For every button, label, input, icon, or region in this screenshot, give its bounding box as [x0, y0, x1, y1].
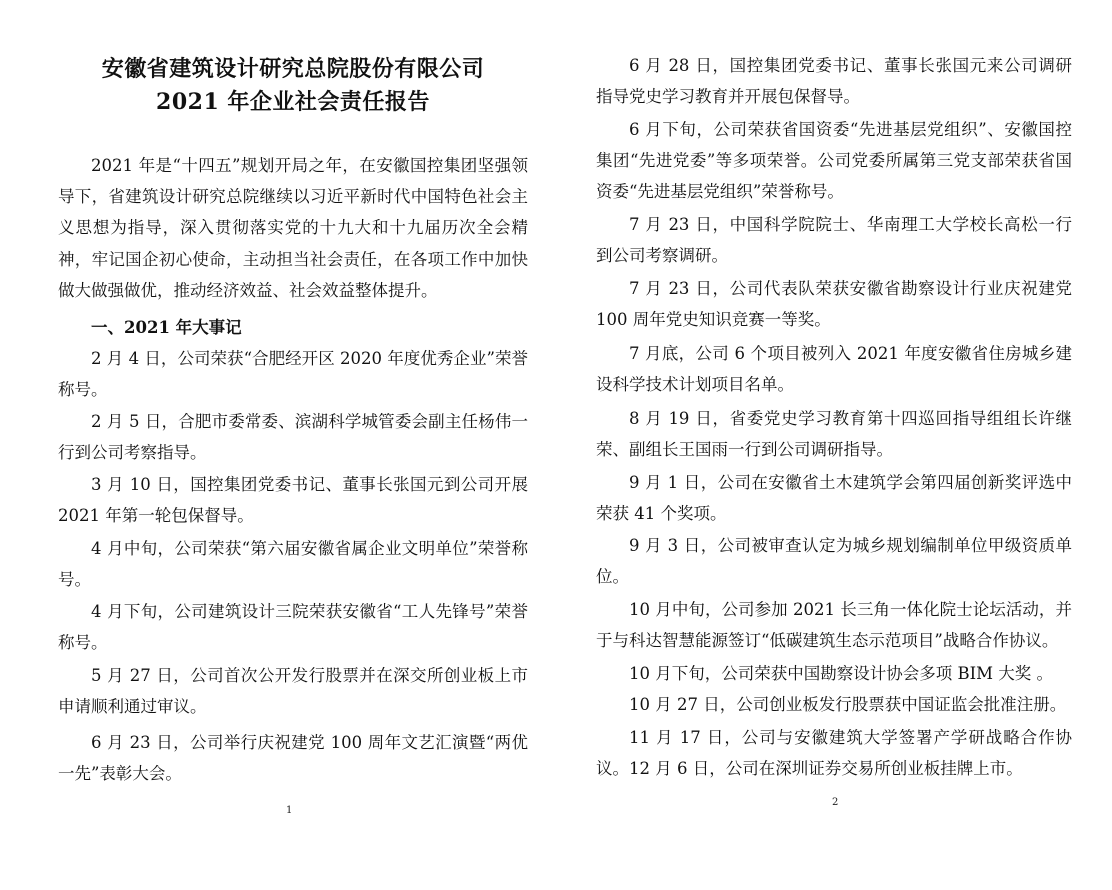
event-item: 3 月 10 日，国控集团党委书记、董事长张国元到公司开展 2021 年第一轮包保督导。 [58, 475, 528, 526]
event-item: 9 月 3 日，公司被审查认定为城乡规划编制单位甲级资质单位。 [596, 536, 1072, 587]
event-item: 11 月 17 日，公司与安徽建筑大学签署产学研战略合作协议。 [596, 728, 1072, 779]
event-item: 7 月底，公司 6 个项目被列入 2021 年度安徽省住房城乡建设科学技术计划项目名单。 [596, 344, 1072, 395]
event-item: 7 月 23 日，公司代表队荣获安徽省勘察设计行业庆祝建党 100 周年党史知识竞赛一等奖。 [596, 279, 1072, 330]
intro-paragraph: 2021 年是“十四五”规划开局之年，在安徽国控集团坚强领导下，省建筑设计研究总院继续以习近平新时代中国特色社会主义思想为指导，深入贯彻落实党的十九大和十九届历次全会精神，牢记国企初心使命，主动担当社会责任，在各项工作中加快做大做强做优，推动经济效益、社会效益整体提升。 [58, 156, 528, 300]
event-item: 8 月 19 日，省委党史学习教育第十四巡回指导组组长许继荣、副组长王国雨一行到公司调研指导。 [596, 409, 1072, 460]
event-item: 2 月 5 日，合肥市委常委、滨湖科学城管委会副主任杨伟一行到公司考察指导。 [58, 412, 528, 463]
page-number-1: 1 [286, 805, 293, 816]
event-item: 6 月 28 日，国控集团党委书记、董事长张国元来公司调研指导党史学习教育并开展包保督导。 [596, 56, 1072, 107]
event-item: 12 月 6 日，公司在深圳证券交易所创业板挂牌上市。 [629, 759, 1023, 778]
event-item: 9 月 1 日，公司在安徽省土木建筑学会第四届创新奖评选中荣获 41 个奖项。 [596, 473, 1072, 524]
event-item: 10 月中旬，公司参加 2021 长三角一体化院士论坛活动，并于与科达智慧能源签订“低碳建筑生态示范项目”战略合作协议。 [596, 600, 1072, 651]
page-number-2: 2 [832, 797, 839, 808]
event-item: 6 月下旬，公司荣获省国资委“先进基层党组织”、安徽国控集团“先进党委”等多项荣誉。公司党委所属第三党支部荣获省国资委“先进基层党组织”荣誉称号。 [596, 120, 1072, 202]
event-item: 5 月 27 日，公司首次公开发行股票并在深交所创业板上市申请顺利通过审议。 [58, 666, 528, 717]
event-item: 7 月 23 日，中国科学院院士、华南理工大学校长高松一行到公司考察调研。 [596, 215, 1072, 266]
section-heading: 一、2021 年大事记 [91, 318, 242, 337]
event-item: 6 月 23 日，公司举行庆祝建党 100 周年文艺汇演暨“两优一先”表彰大会。 [58, 733, 528, 784]
event-item: 4 月下旬，公司建筑设计三院荣获安徽省“工人先锋号”荣誉称号。 [58, 602, 528, 653]
event-item: 2 月 4 日，公司荣获“合肥经开区 2020 年度优秀企业”荣誉称号。 [58, 349, 528, 400]
event-item: 4 月中旬，公司荣获“第六届安徽省属企业文明单位”荣誉称号。 [58, 539, 528, 590]
event-item: 10 月 27 日，公司创业板发行股票获中国证监会批准注册。 [629, 695, 1067, 714]
report-title-line-1: 安徽省建筑设计研究总院股份有限公司 [101, 56, 485, 82]
event-item: 10 月下旬，公司荣获中国勘察设计协会多项 BIM 大奖 。 [629, 664, 1054, 683]
report-title-line-2: 2021 年企业社会责任报告 [156, 89, 430, 115]
